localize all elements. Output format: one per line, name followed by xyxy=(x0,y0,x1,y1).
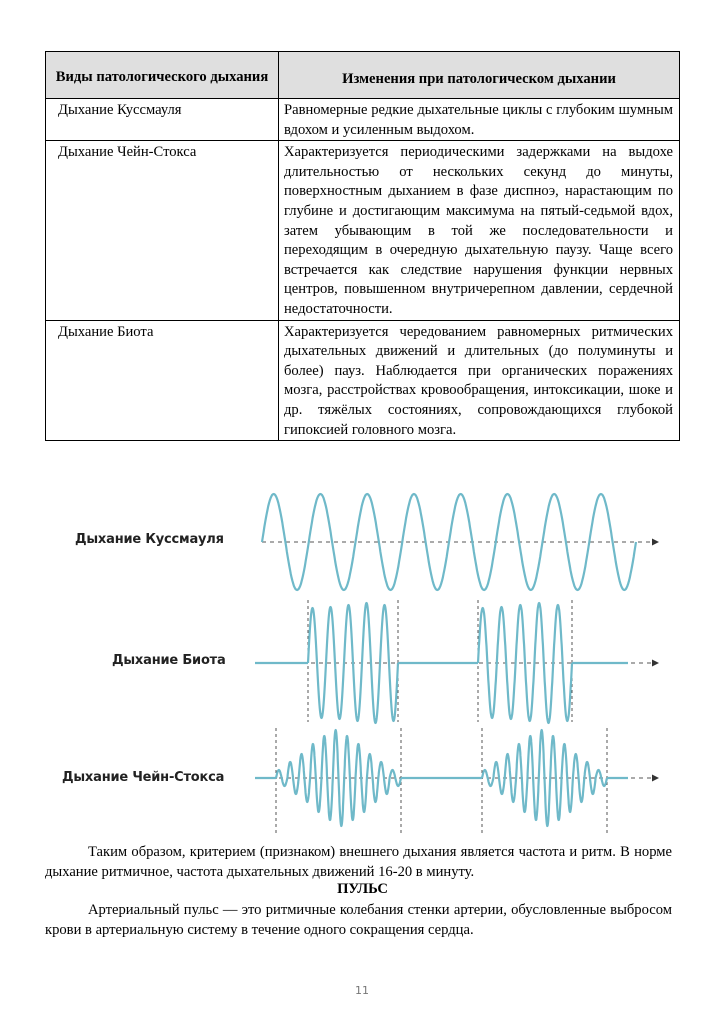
table-header-row xyxy=(46,52,680,99)
table-row xyxy=(46,320,680,441)
row-desc-kussmaul: Равномерные редкие дыхательные циклы с глубоким шумным вдохом и усиленным выдохом. xyxy=(279,99,680,141)
label-cheyne-stokes: Дыхание Чейн-Стокса xyxy=(62,770,225,785)
conclusion-paragraph: Таким образом, критерием (признаком) внешнего дыхания является частота и ритм. В норме дыхание ритмичное, частота дыхательных движений 16-20 в минуту. xyxy=(45,844,672,880)
page-number: 11 xyxy=(355,984,369,997)
section-heading-pulse: ПУЛЬС xyxy=(337,881,388,897)
row-desc-biot: Характеризуется чередованием равномерных ритмических дыхательных движений и длительных (до полуминуты и более) пауз. Наблюдается при органических поражениях мозга, расстройствах кровообращения, интоксикации, шоке и др. тяжёлых состояниях, сопровождающихся глубокой гипоксией головного мозга. xyxy=(279,320,680,441)
biot-burst-2 xyxy=(478,603,572,723)
breathing-patterns-figure xyxy=(0,484,724,836)
row-name-kussmaul: Дыхание Куссмауля xyxy=(46,99,279,141)
table-row xyxy=(46,141,680,320)
table-row xyxy=(46,99,680,141)
row-name-cheyne-stokes: Дыхание Чейн-Стокса xyxy=(46,141,279,320)
baseline-arrow-icon xyxy=(652,660,659,667)
row-name-biot: Дыхание Биота xyxy=(46,320,279,441)
header-breathing-types: Виды патологического дыхания xyxy=(46,52,279,99)
label-kussmaul: Дыхание Куссмауля xyxy=(75,532,224,547)
baseline-arrow-icon xyxy=(652,539,659,546)
cheyne-stokes-burst-1 xyxy=(276,730,401,826)
row-desc-cheyne-stokes: Характеризуется периодическими задержками на выдохе длительностью от нескольких секунд до минуты, поверхностным дыханием в фазе диспноэ, нарастающим по глубине и достигающим максимума на пятый-седьмой вдох, затем убывающим в той же последовательности и переходящим в очередную дыхательную паузу. Чаще всего встречается как следствие нарушения функции нервных центров, повышенном внутричерепном давлении, сердечной недостаточности. xyxy=(279,141,680,320)
pulse-definition-paragraph: Артериальный пульс — это ритмичные колебания стенки артерии, обусловленные выбросом крови в артериальную систему в течение одного сокращения сердца. xyxy=(45,902,672,938)
label-biot: Дыхание Биота xyxy=(112,653,226,668)
header-changes: Изменения при патологическом дыхании xyxy=(279,52,680,99)
baseline-arrow-icon xyxy=(652,775,659,782)
cheyne-stokes-burst-2 xyxy=(482,730,607,826)
breathing-types-table xyxy=(45,51,680,441)
